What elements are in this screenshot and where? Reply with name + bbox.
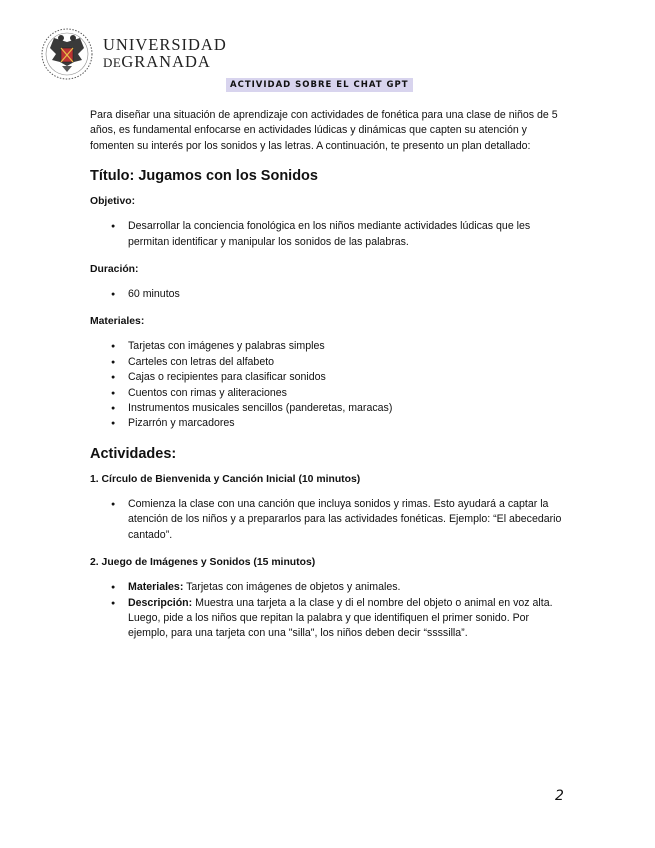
list-item: ● Cuentos con rimas y aliteraciones: [128, 386, 568, 401]
materiales-inline-text: Tarjetas con imágenes de objetos y animales.: [183, 581, 401, 594]
list-item: ● Instrumentos musicales sencillos (panderetas, maracas): [128, 401, 568, 416]
list-item: ● 60 minutos: [128, 287, 568, 302]
descripcion-inline-label: Descripción:: [128, 596, 193, 609]
university-name: [103, 36, 227, 71]
list-item: ● Desarrollar la conciencia fonológica en los niños mediante actividades lúdicas que les permitan identificar y manipular los sonidos de las palabras.: [128, 219, 568, 250]
duracion-label: Duración:: [90, 264, 139, 276]
materiales-list: [90, 339, 568, 431]
actividad-1-list: [90, 497, 568, 543]
materiales-label: Materiales:: [90, 316, 145, 328]
list-item: ● Comienza la clase con una canción que incluya sonidos y rimas. Esto ayudará a captar la atención de los niños y a prepararlos para las actividades fonéticas. Ejemplo: “El abecedario cantado”.: [128, 497, 568, 543]
actividad-2-list: [90, 580, 568, 642]
actividad-1-label: 1. Círculo de Bienvenida y Canción Inicial (10 minutos): [90, 473, 361, 485]
objetivo-list: [90, 219, 568, 250]
university-name-line2: [103, 53, 227, 71]
list-item: [128, 580, 568, 595]
list-item: ● Carteles con letras del alfabeto: [128, 355, 568, 370]
list-item: [128, 596, 568, 642]
list-item: ● Tarjetas con imágenes y palabras simples: [128, 339, 568, 354]
document-title: Título: Jugamos con los Sonidos: [90, 168, 318, 185]
intro-paragraph: Para diseñar una situación de aprendizaje con actividades de fonética para una clase de niños de 5 años, es fundamental enfocarse en actividades lúdicas y dinámicas que capten su atención y fomenten su interés por los sonidos y las letras. A continuación, te presento un plan detallado:: [90, 109, 558, 152]
actividades-heading: Actividades:: [90, 445, 177, 462]
actividad-2-label: 2. Juego de Imágenes y Sonidos (15 minutos): [90, 557, 316, 569]
list-item: ● Pizarrón y marcadores: [128, 416, 568, 431]
descripcion-inline-text: Muestra una tarjeta a la clase y di el nombre del objeto o animal en voz alta. Luego, pide a los niños que repitan la palabra y que identifiquen el primer sonido. Por ejemplo, para una tarjeta con una "silla", los niños deben decir “ssssilla”.: [128, 596, 553, 640]
list-item: ● Cajas o recipientes para clasificar sonidos: [128, 370, 568, 385]
duracion-list: [90, 287, 568, 302]
materiales-inline-label: Materiales:: [128, 581, 184, 594]
university-seal-icon: [40, 26, 94, 82]
university-name-prefix: DE: [103, 55, 122, 70]
document-banner: ACTIVIDAD SOBRE EL CHAT GPT: [226, 78, 413, 92]
university-name-line1: UNIVERSIDAD: [103, 35, 227, 54]
objetivo-label: Objetivo:: [90, 196, 136, 208]
page-number: 2: [555, 788, 564, 804]
document-body: [90, 108, 568, 656]
university-name-granada: GRANADA: [121, 52, 211, 71]
